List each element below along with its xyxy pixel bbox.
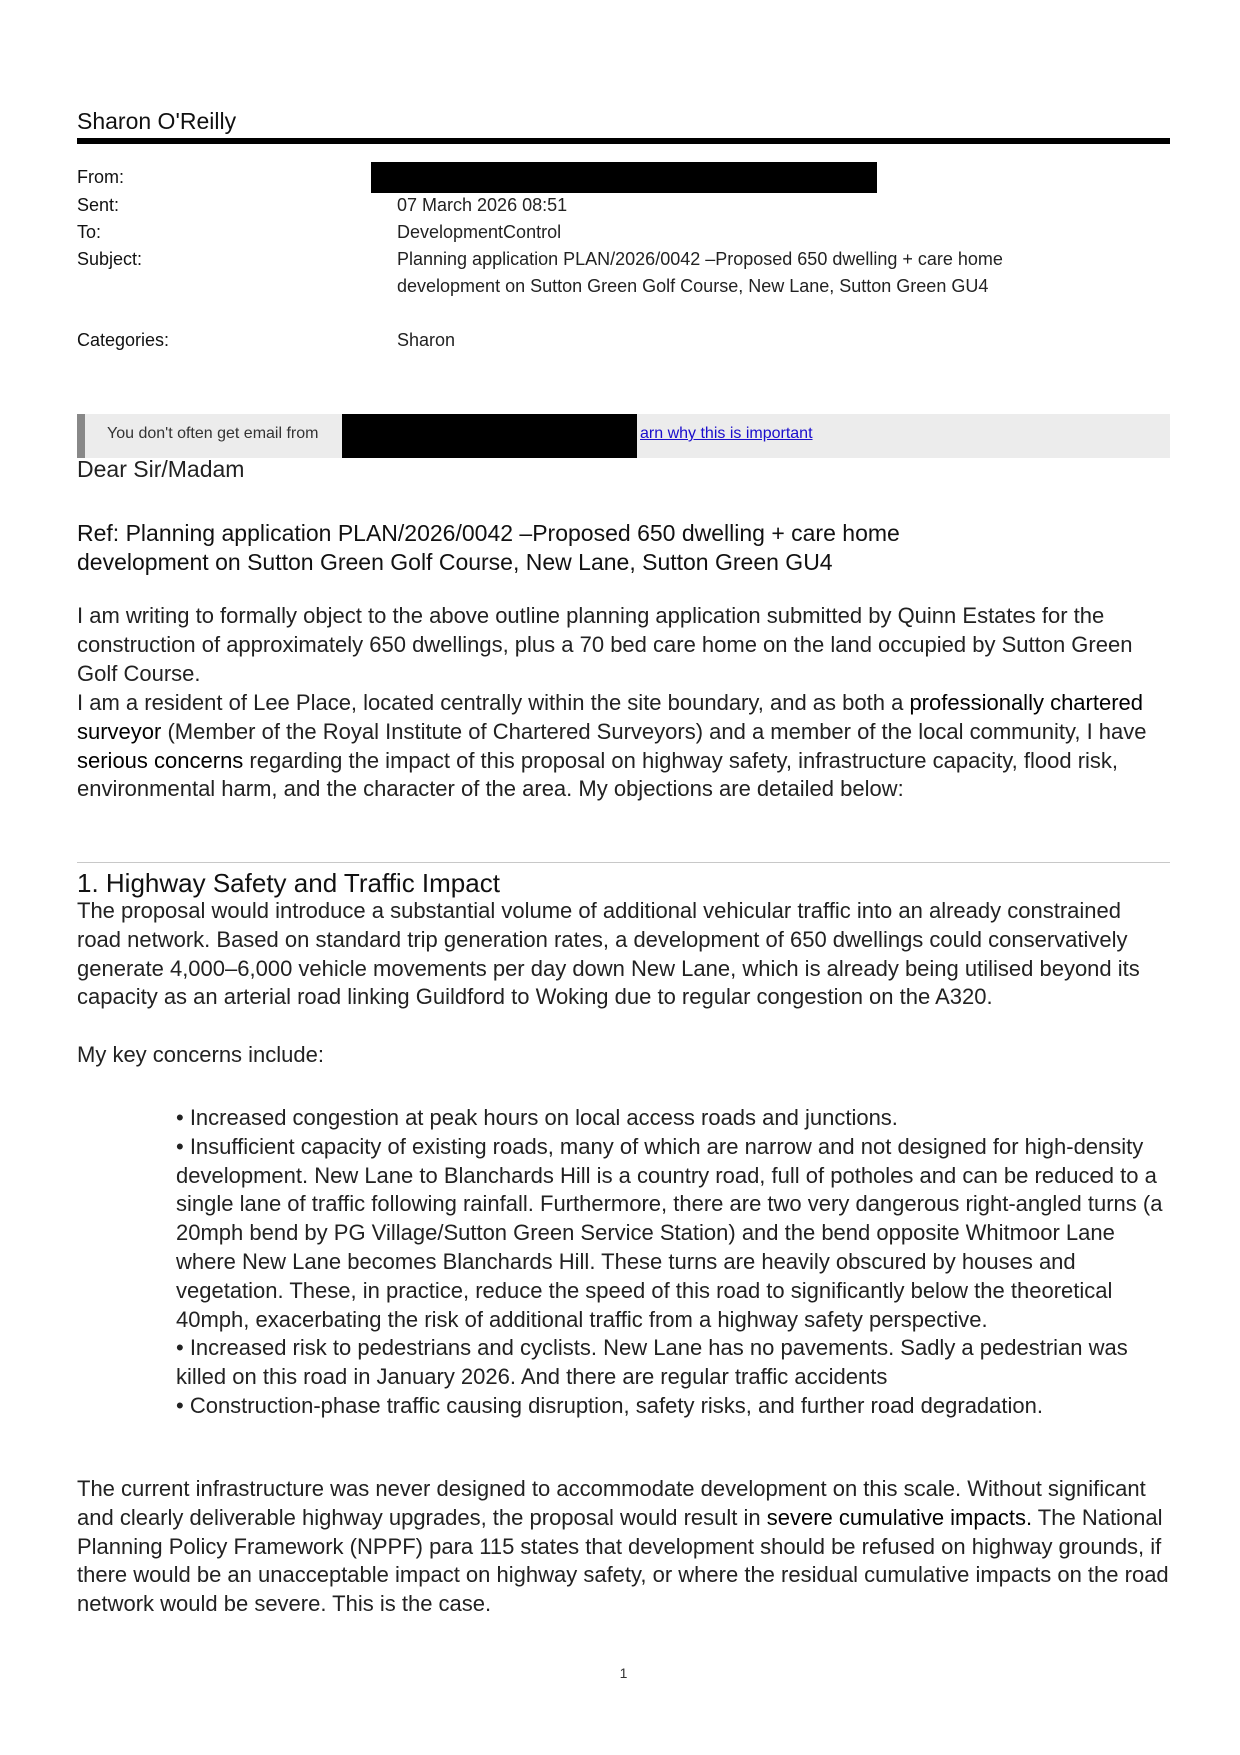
section-divider (77, 862, 1170, 863)
reference-heading (77, 519, 1077, 577)
sent-label: Sent: (77, 195, 120, 215)
closing-emphasis: severe cumulative impacts. (766, 1504, 1033, 1530)
from-redaction (371, 162, 877, 193)
surveyor-text-a: I am a resident of Lee Place, located centrally within the site boundary, and as both a (77, 690, 910, 715)
learn-why-link[interactable]: arn why this is important (640, 425, 813, 442)
subject-value-line1: Planning application PLAN/2026/0042 –Proposed 650 dwelling + care home (397, 249, 1003, 269)
closing-paragraph (77, 1475, 1170, 1619)
reference-line-2: development on Sutton Green Golf Course, New Lane, Sutton Green GU4 (77, 549, 833, 575)
banner-text: You don't often get email from (107, 425, 319, 442)
to-value: DevelopmentControl (397, 222, 562, 242)
key-concerns-intro: My key concerns include: (77, 1042, 324, 1067)
surveyor-paragraph (77, 689, 1170, 804)
section-body: The proposal would introduce a substantial volume of additional vehicular traffic into an already constrained road network. Based on standard trip generation rates, a development of 650 dwellings could conservatively generate 4,000–6,000 vehicle movements per day down New Lane, which is already being utilised beyond its capacity as an arterial road linking Guildford to Woking due to regular congestion on the A320. (77, 898, 1140, 1010)
mailbox-owner-name: Sharon O'Reilly (77, 108, 237, 134)
concerns-emphasis: serious concerns (77, 747, 244, 773)
from-label: From: (77, 167, 124, 187)
reference-line-1: Ref: Planning application PLAN/2026/0042 –Proposed 650 dwelling + care home (77, 520, 900, 546)
page-number: 1 (619, 1665, 628, 1681)
list-item: • Insufficient capacity of existing roads, many of which are narrow and not designed for high-density development. New Lane to Blanchards Hill is a country road, full of potholes and can be reduced to a single lane of traffic following rainfall. Furthermore, there are two very dangerous right-angled turns (a 20mph bend by PG Village/Sutton Green Service Station) and the bend opposite Whitmoor Lane where New Lane becomes Blanchards Hill. These turns are heavily obscured by houses and vegetation. These, in practice, reduce the speed of this road to significantly below the theoretical 40mph, exacerbating the risk of additional traffic from a highway safety perspective. (176, 1133, 1163, 1332)
subject-value-line2: development on Sutton Green Golf Course, New Lane, Sutton Green GU4 (397, 276, 989, 296)
categories-value: Sharon (397, 330, 456, 350)
external-sender-banner (77, 414, 1170, 458)
list-item: • Construction-phase traffic causing disruption, safety risks, and further road degradation. (176, 1392, 1043, 1418)
surveyor-text-b: (Member of the Royal Institute of Chartered Surveyors) and a member of the local community, I have (161, 718, 1147, 744)
to-label: To: (77, 222, 102, 242)
subject-label: Subject: (77, 249, 143, 269)
greeting: Dear Sir/Madam (77, 456, 245, 482)
list-item: • Increased congestion at peak hours on local access roads and junctions. (176, 1105, 898, 1130)
banner-redaction (342, 414, 637, 458)
intro-paragraph: I am writing to formally object to the above outline planning application submitted by Quinn Estates for the construction of approximately 650 dwellings, plus a 70 bed care home on the land occupied by Sutton Green Golf Course. (77, 603, 1133, 686)
header-divider (77, 138, 1170, 144)
section-heading: 1. Highway Safety and Traffic Impact (77, 868, 500, 898)
closing-text-b: The National Planning Policy Framework (NPPF) para 115 states that development should be refused on highway grounds, if there would be an unacceptable impact on highway safety, or where the residual cumulative impacts on the road network would be severe. This is the case. (77, 1504, 1169, 1617)
sent-value: 07 March 2026 08:51 (397, 195, 568, 215)
categories-label: Categories: (77, 330, 170, 350)
concerns-list (176, 1104, 1170, 1421)
surveyor-emphasis: professionally chartered surveyor (77, 690, 1144, 744)
closing-text-a: The current infrastructure was never designed to accommodate development on this scale. Without significant and clearly deliverable highway upgrades, the proposal would result in (77, 1476, 1146, 1530)
surveyor-text-c: regarding the impact of this proposal on highway safety, infrastructure capacity, flood risk, environmental harm, and the character of the area. My objections are detailed below: (77, 747, 1119, 802)
list-item: • Increased risk to pedestrians and cyclists. New Lane has no pavements. Sadly a pedestrian was killed on this road in January 2026. And there are regular traffic accidents (176, 1335, 1128, 1390)
